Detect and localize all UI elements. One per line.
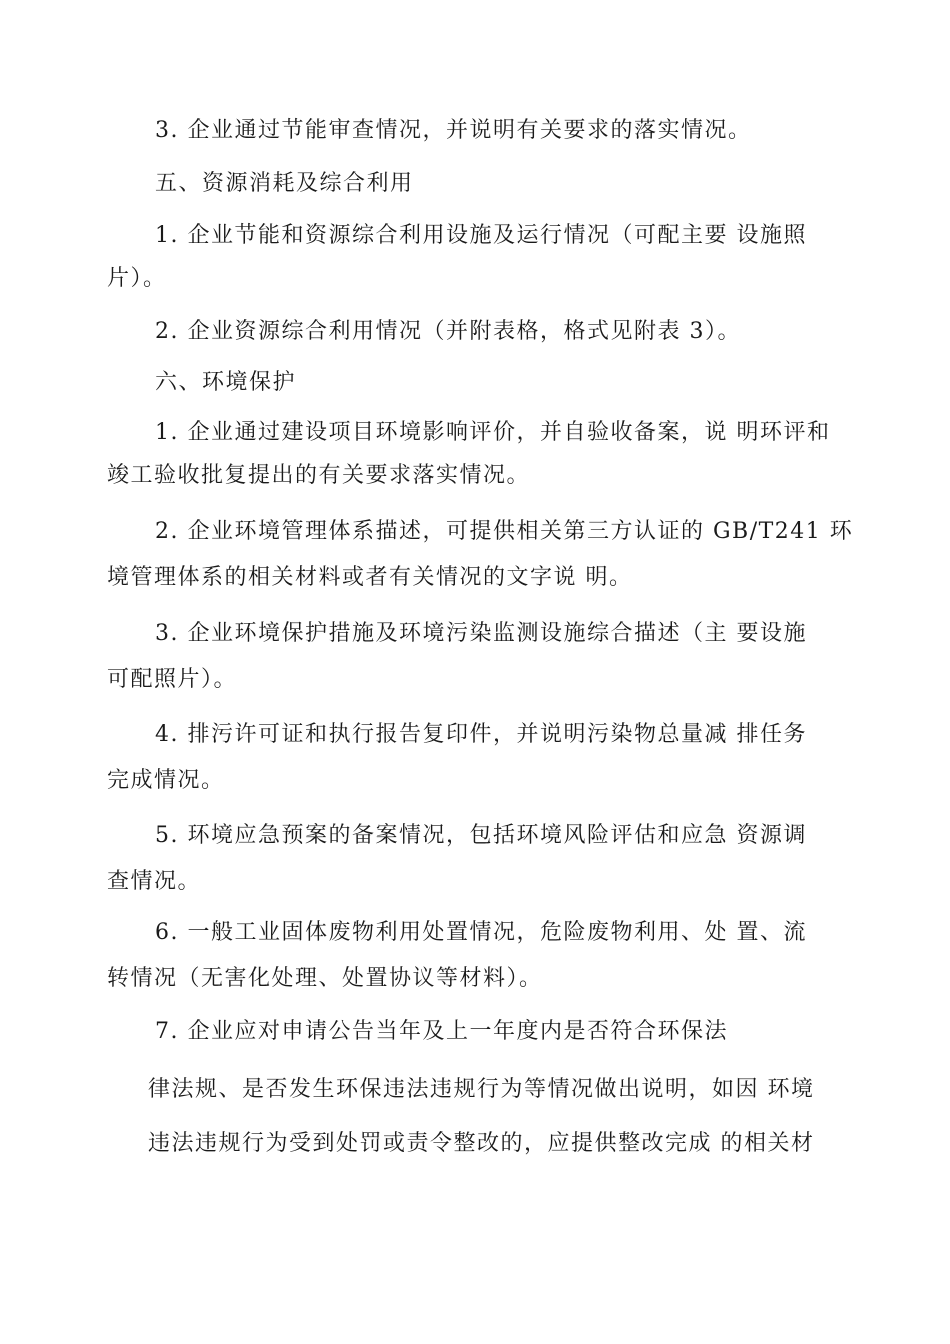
- paragraph-item-3-protection-cont: 可配照片）。: [107, 667, 238, 692]
- paragraph-item-6-waste-cont: 转情况（无害化处理、处置协议等材料）。: [107, 966, 543, 991]
- paragraph-item-2-resource-use: 2. 企业资源综合利用情况（并附表格，格式见附表 3）。: [155, 319, 741, 344]
- paragraph-item-6-waste: 6. 一般工业固体废物利用处置情况，危险废物利用、处 置、流: [155, 920, 807, 945]
- paragraph-item-2-ems: 2. 企业环境管理体系描述，可提供相关第三方认证的 GB/T241 环: [155, 519, 854, 544]
- paragraph-item-1-eia-cont: 竣工验收批复提出的有关要求落实情况。: [107, 463, 531, 488]
- paragraph-item-1-energy-facilities: 1. 企业节能和资源综合利用设施及运行情况（可配主要 设施照: [155, 223, 807, 248]
- paragraph-item-1-eia: 1. 企业通过建设项目环境影响评价，并自验收备案，说 明环评和: [155, 420, 831, 445]
- paragraph-item-2-ems-cont: 境管理体系的相关材料或者有关情况的文字说 明。: [107, 565, 633, 590]
- paragraph-item-5-emergency-cont: 查情况。: [107, 869, 202, 894]
- paragraph-item-4-permit-cont: 完成情况。: [107, 768, 225, 793]
- section-heading-6: 六、环境保护: [155, 370, 297, 395]
- paragraph-item-7-compliance: 7. 企业应对申请公告当年及上一年度内是否符合环保法: [155, 1019, 728, 1044]
- paragraph-item-3-energy-review: 3. 企业通过节能审查情况，并说明有关要求的落实情况。: [155, 118, 752, 143]
- paragraph-item-7-compliance-cont-2: 违法违规行为受到处罚或责令整改的，应提供整改完成 的相关材: [148, 1131, 815, 1156]
- paragraph-item-5-emergency: 5. 环境应急预案的备案情况，包括环境风险评估和应急 资源调: [155, 823, 807, 848]
- paragraph-item-4-permit: 4. 排污许可证和执行报告复印件，并说明污染物总量减 排任务: [155, 722, 807, 747]
- paragraph-item-3-protection: 3. 企业环境保护措施及环境污染监测设施综合描述（主 要设施: [155, 621, 807, 646]
- paragraph-item-7-compliance-cont-1: 律法规、是否发生环保违法违规行为等情况做出说明，如因 环境: [148, 1077, 815, 1102]
- section-heading-5: 五、资源消耗及综合利用: [155, 171, 414, 196]
- paragraph-item-1-energy-facilities-cont: 片）。: [107, 266, 167, 291]
